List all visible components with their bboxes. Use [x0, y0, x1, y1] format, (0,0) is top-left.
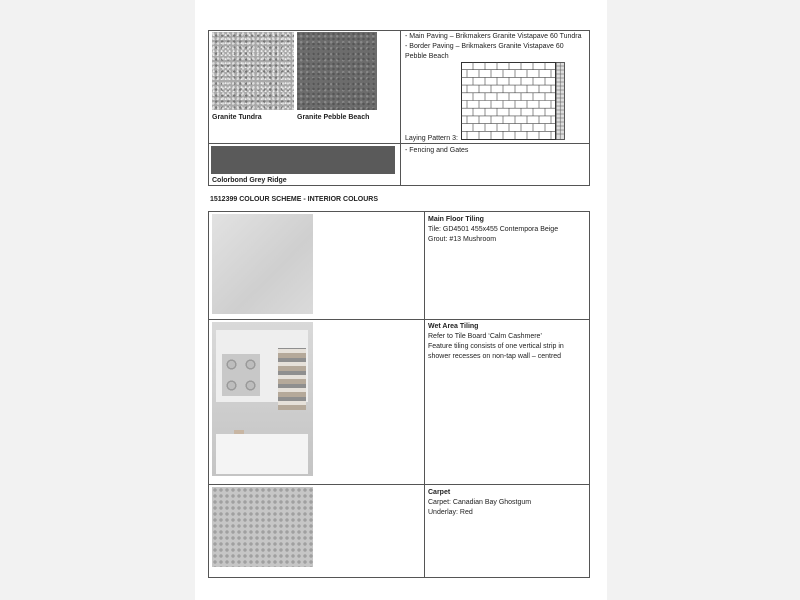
main-paving-text: - Main Paving – Brikmakers Granite Vistapave 60 Tundra — [405, 33, 582, 40]
wet-area-tile-board-image — [212, 322, 313, 476]
main-floor-tiling-title: Main Floor Tiling — [428, 216, 484, 223]
laying-pattern-diagram — [461, 62, 565, 140]
carpet-spec: Carpet: Canadian Bay Ghostgum — [428, 499, 532, 506]
border-paving-text-cont: Pebble Beach — [405, 53, 449, 60]
interior-divider-vertical — [424, 211, 425, 578]
underlay-spec: Underlay: Red — [428, 509, 473, 516]
interior-row-divider-1 — [208, 319, 590, 320]
colorbond-grey-ridge-swatch — [211, 146, 395, 174]
carpet-sample-image — [212, 487, 313, 567]
main-floor-tile-image — [212, 214, 313, 314]
granite-pebble-beach-label: Granite Pebble Beach — [297, 114, 370, 121]
laying-pattern-label: Laying Pattern 3: — [405, 135, 458, 142]
feature-tile-pattern — [222, 354, 260, 396]
border-paving-text: - Border Paving – Brikmakers Granite Vistapave 60 — [405, 43, 564, 50]
interior-row-divider-2 — [208, 484, 590, 485]
wet-area-line-2: Feature tiling consists of one vertical strip in — [428, 343, 564, 350]
wet-area-tiling-title: Wet Area Tiling — [428, 323, 479, 330]
carpet-title: Carpet — [428, 489, 451, 496]
granite-pebble-beach-swatch — [297, 32, 377, 110]
main-floor-tile-spec: Tile: GD4501 455x455 Contempora Beige — [428, 226, 559, 233]
interior-colours-heading: 1512399 COLOUR SCHEME - INTERIOR COLOURS — [210, 196, 379, 203]
exterior-divider-vertical — [400, 30, 401, 186]
fencing-gates-text: - Fencing and Gates — [405, 147, 469, 154]
wet-area-line-3: shower recesses on non-tap wall – centred — [428, 353, 562, 360]
exterior-divider-horizontal — [208, 143, 590, 144]
colorbond-grey-ridge-label: Colorbond Grey Ridge — [212, 177, 287, 184]
wet-area-line-1: Refer to Tile Board ‘Calm Cashmere’ — [428, 333, 542, 340]
tile-sample-bottom — [216, 434, 308, 474]
granite-tundra-swatch — [212, 32, 294, 110]
granite-tundra-label: Granite Tundra — [212, 114, 262, 121]
main-floor-grout-spec: Grout: #13 Mushroom — [428, 236, 497, 243]
mosaic-strip — [278, 348, 306, 410]
